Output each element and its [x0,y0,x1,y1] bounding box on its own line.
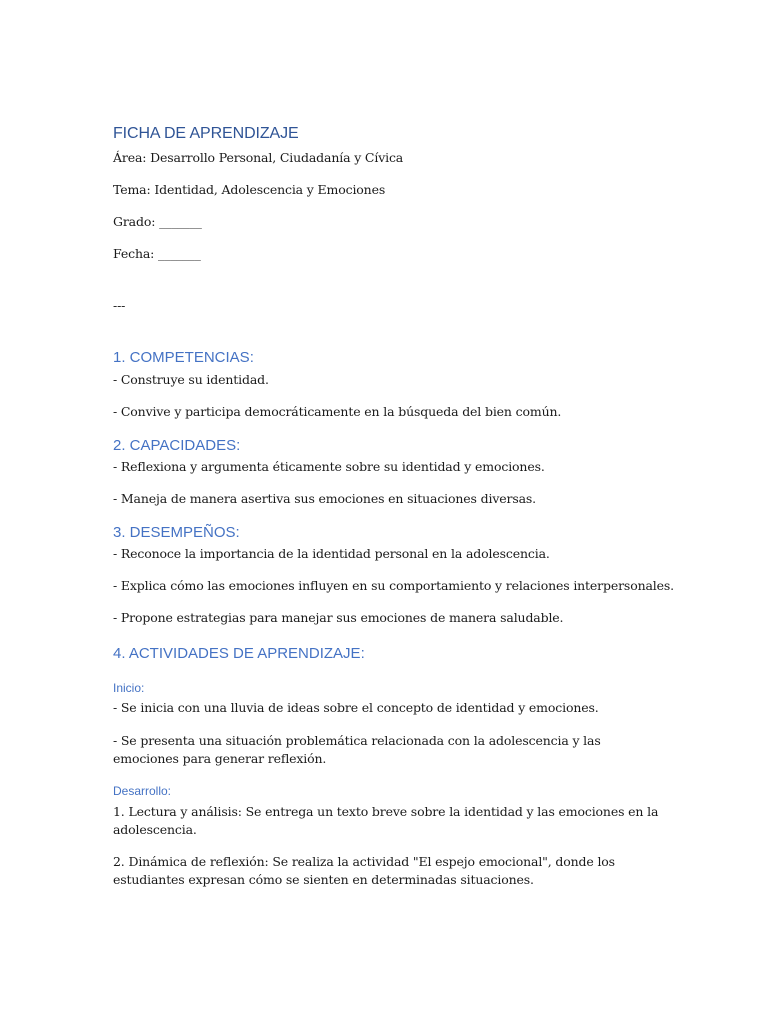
competencias-heading: 1. COMPETENCIAS: [113,349,254,366]
grado-line: Grado: _______ [113,214,202,229]
list-item: - Se inicia con una lluvia de ideas sobre el concepto de identidad y emociones. [113,700,599,715]
list-item: - Reconoce la importancia de la identidad personal en la adolescencia. [113,546,550,561]
document-title: FICHA DE APRENDIZAJE [113,125,299,142]
area-line: Área: Desarrollo Personal, Ciudadanía y Cívica [113,150,404,165]
actividades-heading: 4. ACTIVIDADES DE APRENDIZAJE: [113,645,365,662]
list-item: - Convive y participa democráticamente en la búsqueda del bien común. [113,404,562,419]
list-item: - Explica cómo las emociones influyen en su comportamiento y relaciones interpersonales. [113,578,674,593]
list-item: - Se presenta una situación problemática relacionada con la adolescencia y las emociones para generar reflexión. [113,733,601,766]
inicio-heading: Inicio: [113,681,145,695]
fecha-line: Fecha: _______ [113,246,201,261]
desarrollo-heading: Desarrollo: [113,784,172,798]
list-item: - Maneja de manera asertiva sus emociones en situaciones diversas. [113,491,536,506]
list-item: - Reflexiona y argumenta éticamente sobre su identidad y emociones. [113,459,545,474]
capacidades-heading: 2. CAPACIDADES: [113,437,241,454]
desempenos-heading: 3. DESEMPEÑOS: [113,524,240,541]
tema-line: Tema: Identidad, Adolescencia y Emociones [113,182,386,197]
list-item: - Propone estrategias para manejar sus emociones de manera saludable. [113,610,564,625]
list-item: 2. Dinámica de reflexión: Se realiza la actividad "El espejo emocional", donde los estudiantes expresan cómo se sienten en determinadas situaciones. [113,854,615,887]
list-item: 1. Lectura y análisis: Se entrega un texto breve sobre la identidad y las emociones en la adolescencia. [113,804,659,837]
separator: --- [113,298,126,313]
list-item: - Construye su identidad. [113,372,269,387]
